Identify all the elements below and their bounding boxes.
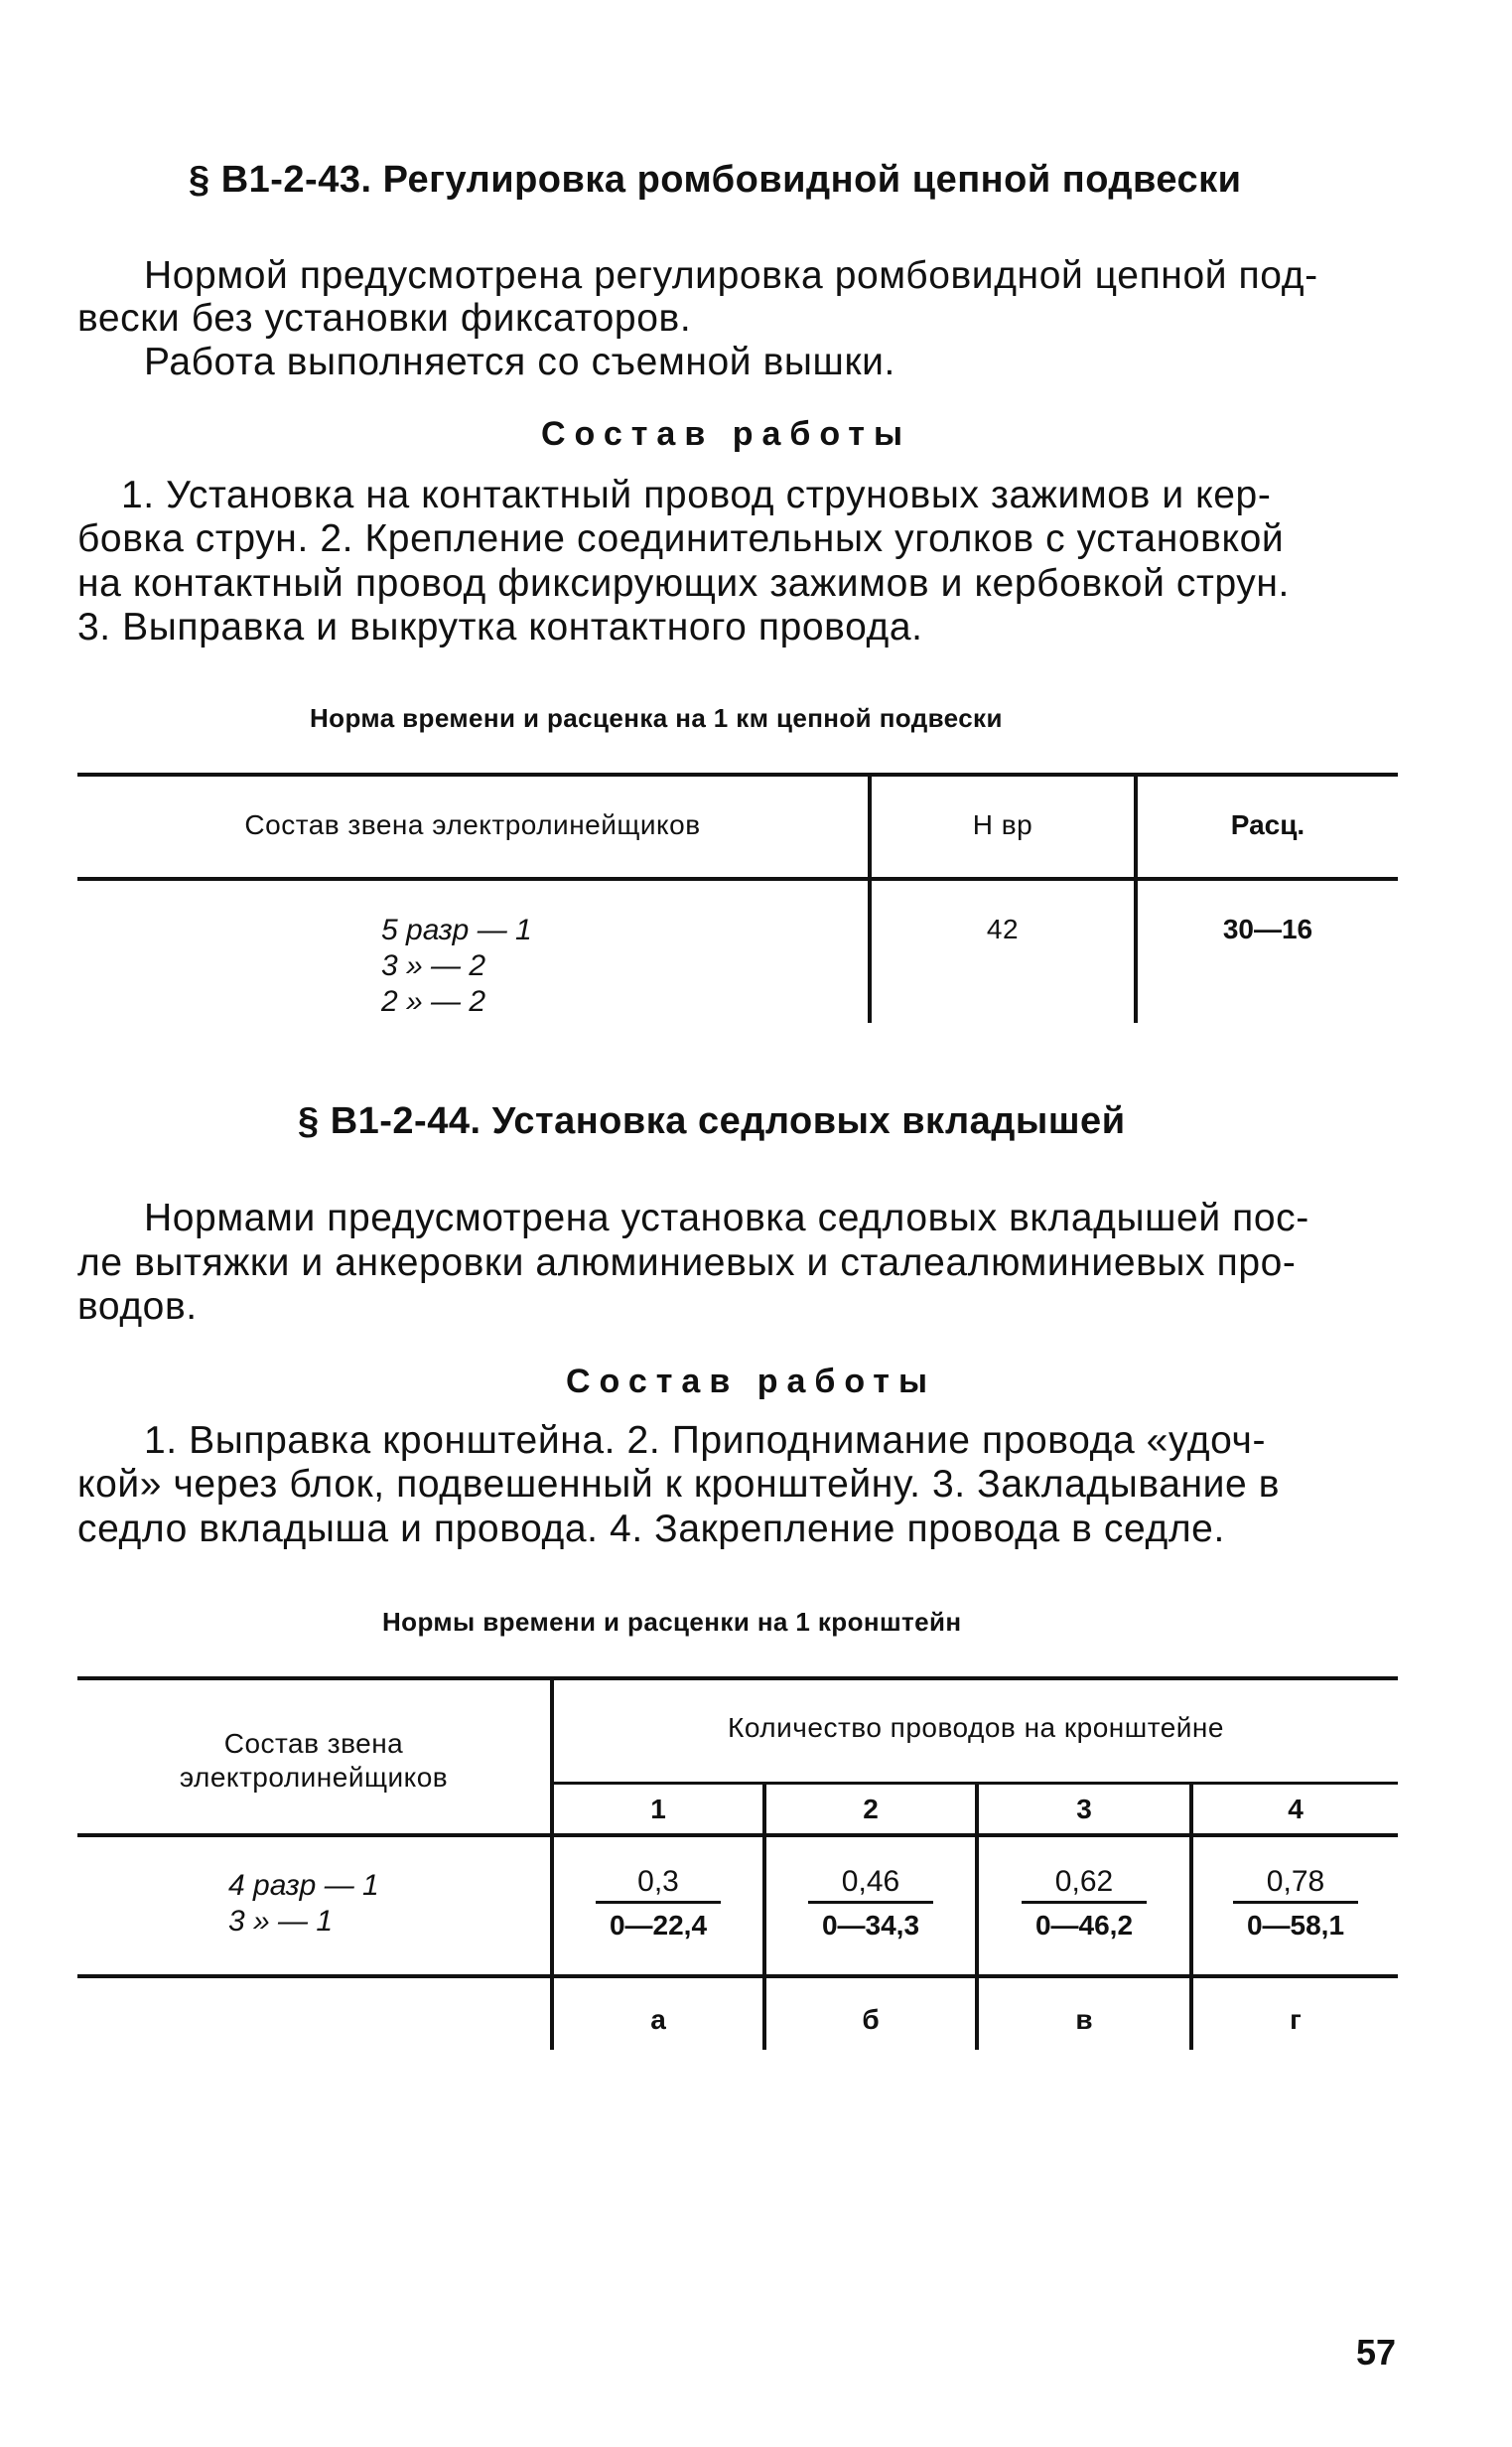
work-line: кой» через блок, подвешенный к кронштейну. 3. Закладывание в	[77, 1463, 1281, 1506]
intro-line: Нормами предусмотрена установка седловых вкладышей пос-	[144, 1197, 1309, 1239]
section-title: § В1-2-44. Установка седловых вкладышей	[298, 1100, 1126, 1142]
norm-value: 42	[986, 914, 1020, 944]
table-caption: Нормы времени и расценки на 1 кронштейн	[382, 1607, 962, 1637]
table-rule	[77, 1974, 1398, 1978]
column-header: Состав звена	[223, 1728, 404, 1759]
table-caption: Норма времени и расценка на 1 км цепной подвески	[310, 703, 1003, 733]
intro-line: Работа выполняется со съемной вышки.	[144, 341, 895, 383]
intro-line: вески без установки фиксаторов.	[77, 297, 692, 340]
group-header: Количество проводов на кронштейне	[728, 1712, 1224, 1743]
norm-value: 0,3	[596, 1865, 721, 1904]
work-line: 1. Установка на контактный провод струновых зажимов и кер-	[121, 474, 1272, 516]
subsection-heading: Состав работы	[541, 415, 911, 453]
table-rule	[77, 1676, 1398, 1680]
sub-header: 1	[650, 1794, 666, 1824]
rate-value: 0—22,4	[609, 1910, 708, 1941]
subsection-heading: Состав работы	[566, 1363, 936, 1400]
sub-header: 4	[1288, 1794, 1304, 1824]
section-title: § В1-2-43. Регулировка ромбовидной цепной подвески	[189, 159, 1242, 201]
column-letter: б	[862, 2004, 880, 2035]
sub-header: 3	[1076, 1794, 1092, 1824]
column-header: Н вр	[972, 809, 1033, 840]
norm-rate-cell	[796, 1865, 945, 1942]
crew-line: 3 » — 1	[228, 1905, 334, 1938]
norm-value: 0,62	[1022, 1865, 1147, 1904]
work-line: седло вкладыша и провода. 4. Закрепление провода в седле.	[77, 1508, 1225, 1550]
rate-value: 0—58,1	[1246, 1910, 1345, 1941]
table-rule	[77, 773, 1398, 777]
crew-line: 4 разр — 1	[228, 1869, 379, 1902]
work-line: 1. Выправка кронштейна. 2. Приподнимание провода «удоч-	[144, 1419, 1267, 1462]
intro-line: водов.	[77, 1285, 198, 1328]
column-header: электролинейщиков	[179, 1762, 449, 1793]
rate-value: 0—46,2	[1034, 1910, 1134, 1941]
rate-value: 0—34,3	[821, 1910, 920, 1941]
crew-line: 3 » — 2	[381, 949, 486, 982]
crew-line: 2 » — 2	[381, 985, 486, 1018]
column-letter: в	[1075, 2004, 1093, 2035]
crew-line: 5 разр — 1	[381, 914, 532, 946]
norm-value: 0,46	[808, 1865, 933, 1904]
work-line: 3. Выправка и выкрутка контактного провода.	[77, 606, 923, 648]
column-header: Состав звена электролинейщиков	[244, 809, 701, 840]
page-number: 57	[1356, 2332, 1397, 2373]
norm-rate-cell	[1221, 1865, 1370, 1942]
rate-value: 30—16	[1222, 914, 1313, 944]
sub-header: 2	[863, 1794, 879, 1824]
table-rule	[77, 1833, 1398, 1837]
table-rule	[77, 877, 1398, 881]
column-letter: г	[1290, 2004, 1302, 2035]
work-line: на контактный провод фиксирующих зажимов и кербовкой струн.	[77, 562, 1290, 605]
column-letter: а	[650, 2004, 666, 2035]
norm-rate-cell	[1010, 1865, 1159, 1942]
intro-line: Нормой предусмотрена регулировка ромбовидной цепной под-	[144, 254, 1318, 297]
column-header: Расц.	[1230, 809, 1306, 840]
work-line: бовка струн. 2. Крепление соединительных уголков с установкой	[77, 517, 1285, 560]
intro-line: ле вытяжки и анкеровки алюминиевых и сталеалюминиевых про-	[77, 1241, 1297, 1284]
norm-value: 0,78	[1233, 1865, 1358, 1904]
norm-rate-cell	[584, 1865, 733, 1942]
